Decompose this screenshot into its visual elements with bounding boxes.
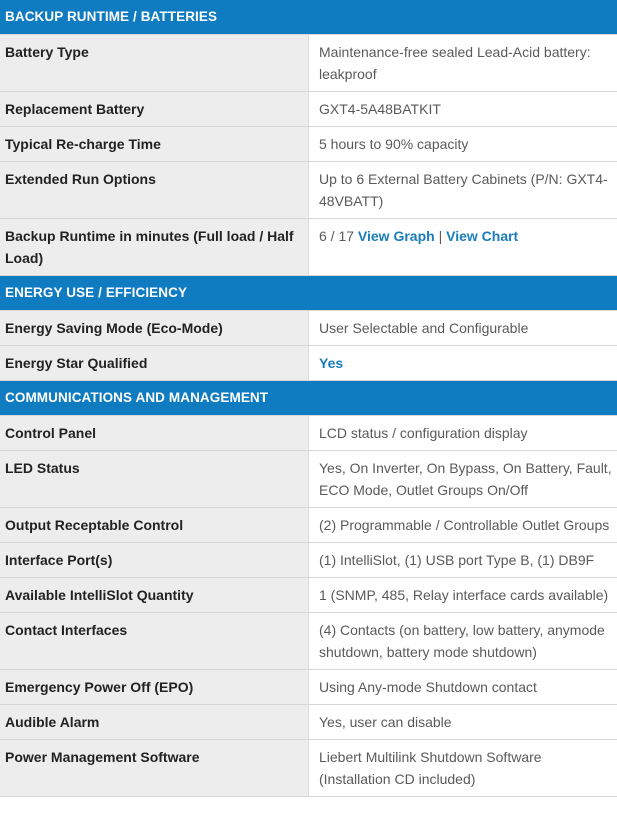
section-header-communications [0,381,617,416]
spec-label: Backup Runtime in minutes (Full load / Half Load) [0,219,309,276]
spec-row-control-panel [0,416,617,451]
section-header-energy [0,276,617,311]
spec-value: Yes, On Inverter, On Bypass, On Battery, Fault, ECO Mode, Outlet Groups On/Off [309,451,617,508]
spec-label: Power Management Software [0,740,309,797]
spec-value: Liebert Multilink Shutdown Software (Installation CD included) [309,740,617,797]
spec-row-backup-runtime [0,219,617,276]
spec-row-extended-run [0,162,617,219]
view-graph-link[interactable]: View Graph [357,228,435,244]
energy-star-value: Yes [319,355,344,371]
spec-label: Output Receptable Control [0,508,309,543]
spec-row-recharge-time [0,127,617,162]
spec-label: Typical Re-charge Time [0,127,309,162]
spec-label: Audible Alarm [0,705,309,740]
spec-row-interface-ports [0,543,617,578]
spec-label: LED Status [0,451,309,508]
section-title: ENERGY USE / EFFICIENCY [0,276,617,311]
spec-row-output-receptable [0,508,617,543]
spec-value: (1) IntelliSlot, (1) USB port Type B, (1) DB9F [309,543,617,578]
spec-value: Up to 6 External Battery Cabinets (P/N: GXT4-48VBATT) [309,162,617,219]
spec-value: LCD status / configuration display [309,416,617,451]
spec-label: Energy Star Qualified [0,346,309,381]
runtime-value: 6 / 17 [319,228,355,244]
spec-value: 5 hours to 90% capacity [309,127,617,162]
spec-value: 1 (SNMP, 485, Relay interface cards available) [309,578,617,613]
view-chart-link[interactable]: View Chart [446,228,519,244]
spec-value [309,219,617,276]
spec-value: User Selectable and Configurable [309,311,617,346]
spec-row-energy-star [0,346,617,381]
spec-value: (2) Programmable / Controllable Outlet Groups [309,508,617,543]
spec-row-contact-interfaces [0,613,617,670]
spec-value: Using Any-mode Shutdown contact [309,670,617,705]
spec-value: Maintenance-free sealed Lead-Acid battery: leakproof [309,35,617,92]
spec-label: Available IntelliSlot Quantity [0,578,309,613]
spec-label: Interface Port(s) [0,543,309,578]
link-separator: | [438,228,443,244]
spec-row-epo [0,670,617,705]
spec-row-eco-mode [0,311,617,346]
spec-label: Contact Interfaces [0,613,309,670]
spec-label: Extended Run Options [0,162,309,219]
spec-label: Control Panel [0,416,309,451]
section-title: COMMUNICATIONS AND MANAGEMENT [0,381,617,416]
spec-label: Emergency Power Off (EPO) [0,670,309,705]
spec-row-power-management [0,740,617,797]
spec-value [309,346,617,381]
spec-row-battery-type [0,35,617,92]
section-header-backup [0,0,617,35]
spec-row-intellislot-qty [0,578,617,613]
spec-label: Replacement Battery [0,92,309,127]
spec-row-led-status [0,451,617,508]
spec-row-replacement-battery [0,92,617,127]
spec-row-audible-alarm [0,705,617,740]
spec-value: GXT4-5A48BATKIT [309,92,617,127]
spec-value: (4) Contacts (on battery, low battery, anymode shutdown, battery mode shutdown) [309,613,617,670]
spec-value: Yes, user can disable [309,705,617,740]
spec-label: Battery Type [0,35,309,92]
spec-label: Energy Saving Mode (Eco-Mode) [0,311,309,346]
section-title: BACKUP RUNTIME / BATTERIES [0,0,617,35]
